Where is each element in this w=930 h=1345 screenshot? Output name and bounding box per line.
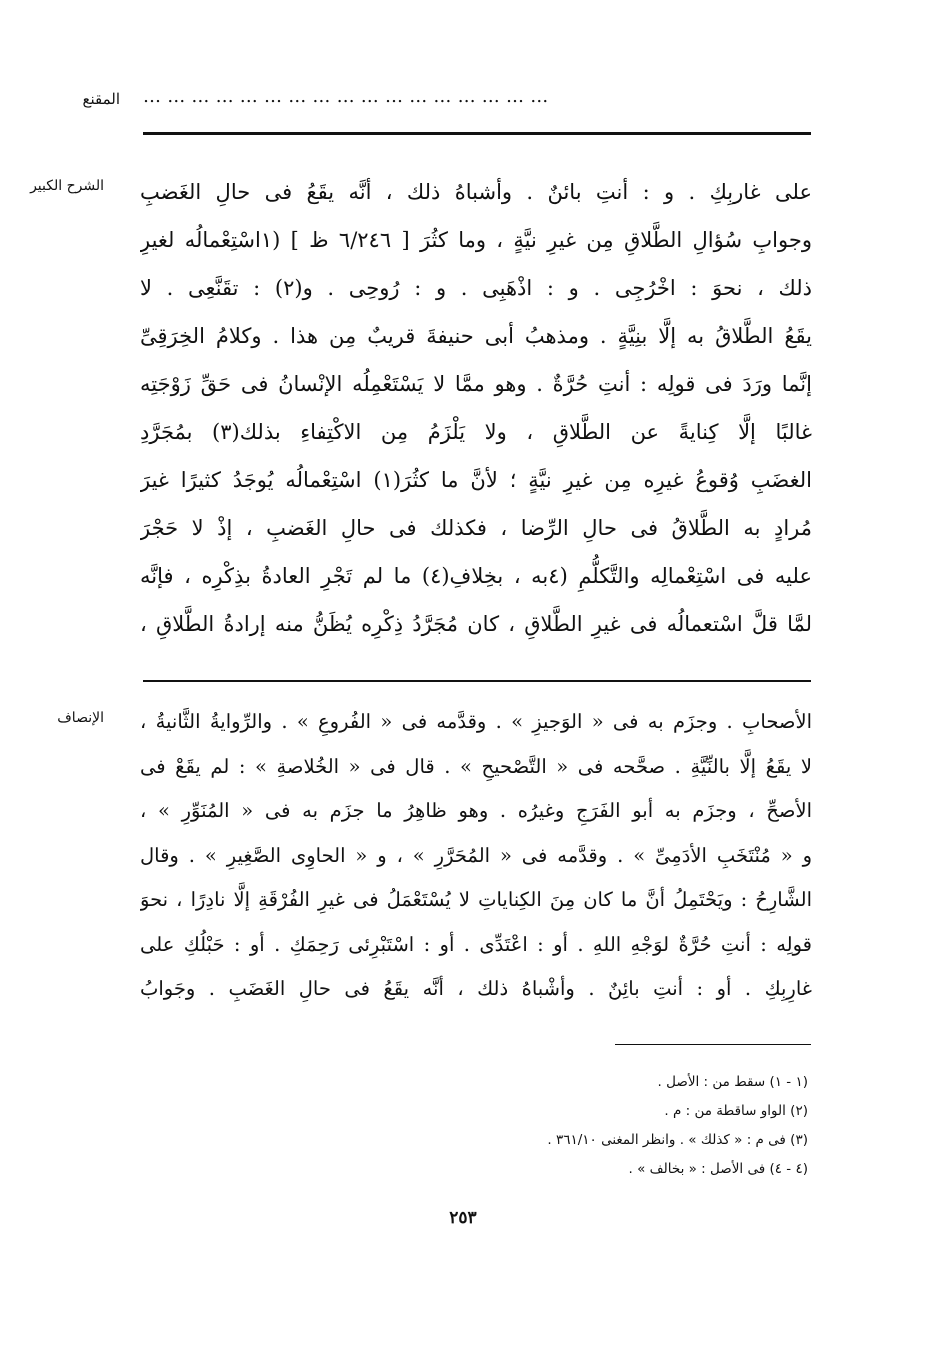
text-line: غارِبِكِ . أو : أنتِ بائِنٌ . وأشْباهُ ذلك ، أنَّه يقَعُ فى حالِ الغَضَبِ . وجَوابُ [140,977,812,1000]
footnote-rule [615,1044,811,1045]
text-line: وجوابِ سُؤالِ الطَّلاقِ مِن غيرِ نيَّةٍ ، وما كثُرَ [ ٦/٢٤٦ ظ ] (١اسْتِعْمالُه لغيرِ [140,228,812,252]
section-label-insaf: الإنصاف [57,710,104,726]
text-line: لا يقَعُ إلَّا بالنِّيَّةِ . صحَّحه فى « التَّصْحيحِ » . قال فى « الخُلاصةِ » : لم يقَعْ فى [140,754,812,778]
text-line: على غاربِكِ . و : أنتِ بائنٌ . وأشباهُ ذلك ، أنَّه يقَعُ فى حالِ الغَضبِ [140,180,812,204]
insaf-text [140,700,812,1012]
footnote: (٣) فى م : « كذلك » . وانظر المغنى ٣٦١/١٠ . [547,1132,808,1148]
section-divider [143,680,811,682]
text-line: قولِه : أنتِ حُرَّةٌ لوَجْهِ اللهِ . أو : اعْتَدِّى . أو : اسْتَبْرِئى رَحِمَكِ . أو : حَبْلُكِ على [140,932,812,956]
text-line: عليه فى اسْتِعْمالِه والتَّكلُّمِ (٤به ، بخِلافِ(٤) ما لم تَجْرِ العادةُ بذِكْرِه ، فإنَّه [140,564,812,588]
footnote: (٢) الواو ساقطة من : م . [664,1103,808,1119]
text-line: الأصحِّ ، وجزَم به أبو الفَرَجِ وغيرُه . وهو ظاهِرُ ما جزَم به فى « المُنَوِّرِ » ، [140,799,812,822]
header-rule [143,132,811,135]
section-label-commentary: الشرح الكبير [30,178,104,194]
header-dotted-leader: …………………………………………… [143,88,555,106]
text-line: و « مُنْتَخَبِ الأدَمِىِّ » . وقدَّمه فى « المُحَرَّرِ » ، و « الحاوِى الصَّغِيرِ » . وقال [140,843,812,867]
text-line: مُرادٍ به الطَّلاقُ فى حالِ الرِّضا ، فكذلك فى حالِ الغَضبِ ، إذْ لا حَجْرَ [140,516,812,540]
footnotes [388,1068,808,1184]
running-header-title: المقنع [82,90,120,108]
text-line: يقَعُ الطَّلاقُ به إلَّا بنِيَّةٍ . ومذهبُ أبى حنيفةَ قريبٌ مِن هذا . وكلامُ الخِرَقِىِّ [140,324,812,348]
text-line: الأصحابِ . وجزَم به فى « الوَجيزِ » . وقدَّمه فى « الفُروعِ » . والرِّوايةُ الثَّانيةُ ، [140,710,812,733]
text-line: الغضَبِ وُقوعُ غيرِه مِن غيرِ نيَّةٍ ؛ لأنَّ ما كثُرَ(١) اسْتِعْمالُه يُوجَدُ كثيرًا غيرَ [140,468,812,492]
page-number: ٢٥٣ [449,1208,477,1228]
text-line: الشَّارِحُ : ويَحْتَمِلُ أنَّ ما كان مِنَ الكِناياتِ لا يُسْتَعْمَلُ فى غيرِ الفُرْقَةِ إلَّا نادِرًا ، نحوَ [140,888,812,911]
text-line: لمَّا قلَّ اسْتعمالُه فى غيرِ الطَّلاقِ ، كان مُجَرَّدُ ذِكْرِه يُظَنُّ منه إرادةُ الطَّلاقِ ، [140,612,812,636]
footnote: (٤ - ٤) فى الأصل : « بخالف » . [628,1161,808,1177]
text-line: غالبًا إلَّا كِنايةً عن الطَّلاقِ ، ولا يَلْزَمُ مِن الاكْتِفاءِ بذلك(٣) بمُجَرَّدِ [140,420,812,444]
text-line: إنَّما ورَدَ فى قولِه : أنتِ حُرَّةٌ . وهو ممَّا لا يَسْتَعْمِلُه الإنْسانُ فى حَقِّ زَوْجَتِه [140,372,812,396]
commentary-text [140,168,812,648]
footnote: (١ - ١) سقط من : الأصل . [657,1074,808,1090]
text-line: ذلك ، نحوَ : اخْرُجِى . و : اذْهَبِى . و : رُوحِى . و(٢) : تقَنَّعِى . لا [140,276,812,300]
